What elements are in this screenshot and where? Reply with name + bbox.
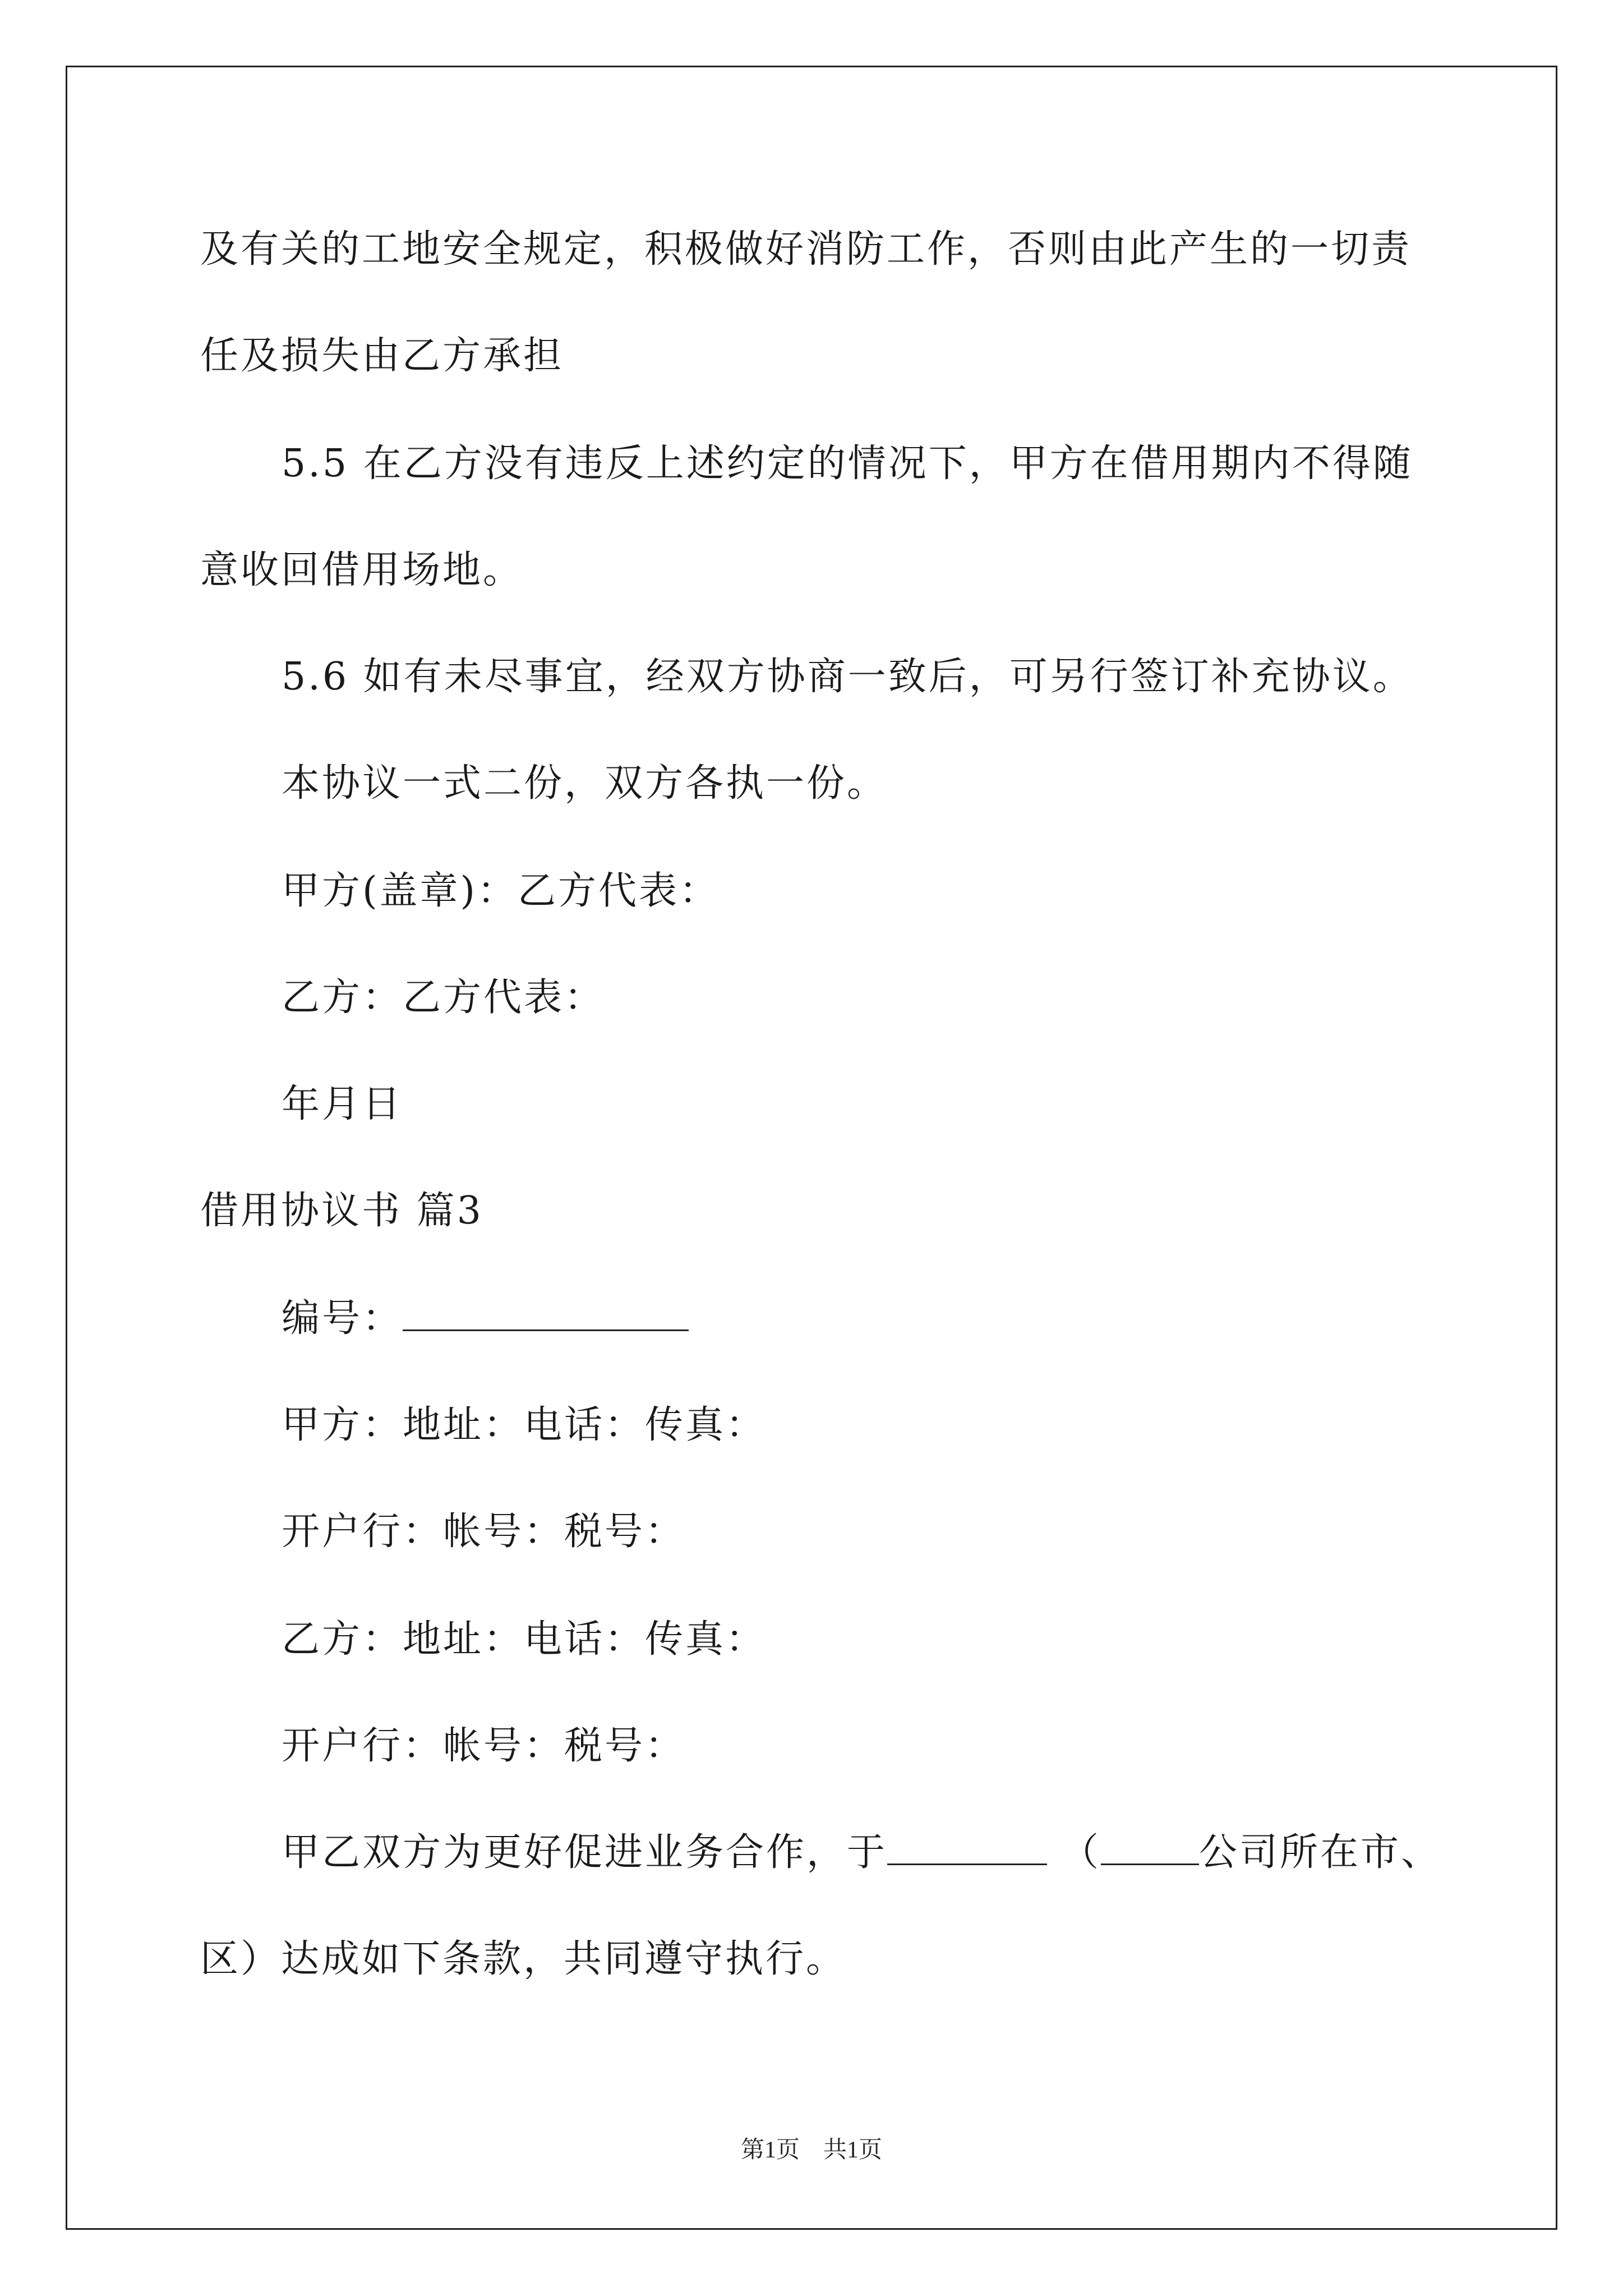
page-footer: 第1页 共1页 xyxy=(740,2137,882,2163)
open-paren: （ xyxy=(1061,1830,1101,1875)
agreement-intro-line-1 xyxy=(282,1830,1441,1875)
clause-5-5-line-2: 意收回借用场地。 xyxy=(200,548,524,592)
party-b-signature-line: 乙方：乙方代表： xyxy=(282,976,605,1020)
copies-statement: 本协议一式二份，双方各执一份。 xyxy=(282,761,888,806)
party-a-info: 甲方：地址：电话：传真： xyxy=(282,1403,767,1447)
party-a-signature-line: 甲方(盖章)：乙方代表： xyxy=(282,869,720,913)
location-blank xyxy=(887,1832,1047,1865)
number-label: 编号： xyxy=(282,1296,403,1341)
party-b-bank-info: 开户行：帐号：税号： xyxy=(282,1724,686,1768)
page-border xyxy=(66,66,1557,2230)
section-heading: 借用协议书 篇3 xyxy=(200,1189,483,1233)
clause-5-6: 5.6 如有未尽事宜，经双方协商一致后，可另行签订补充协议。 xyxy=(282,655,1413,699)
number-blank xyxy=(403,1298,689,1331)
party-a-bank-info: 开户行：帐号：税号： xyxy=(282,1510,686,1554)
clause-5-5-line-1: 5.5 在乙方没有违反上述约定的情况下，甲方在借用期内不得随 xyxy=(282,441,1413,486)
paragraph-line-2: 任及损失由乙方承担 xyxy=(200,334,564,378)
agreement-intro-text: 甲乙双方为更好促进业务合作，于 xyxy=(282,1830,888,1875)
agreement-intro-line-2: 区）达成如下条款，共同遵守执行。 xyxy=(200,1937,847,1981)
number-field-line xyxy=(282,1296,689,1341)
city-district-text: 公司所在市、 xyxy=(1199,1830,1442,1875)
paragraph-line-1: 及有关的工地安全规定，积极做好消防工作，否则由此产生的一切责 xyxy=(200,227,1412,272)
party-b-info: 乙方：地址：电话：传真： xyxy=(282,1617,767,1662)
date-line: 年月日 xyxy=(282,1082,403,1126)
city-blank xyxy=(1101,1832,1199,1865)
